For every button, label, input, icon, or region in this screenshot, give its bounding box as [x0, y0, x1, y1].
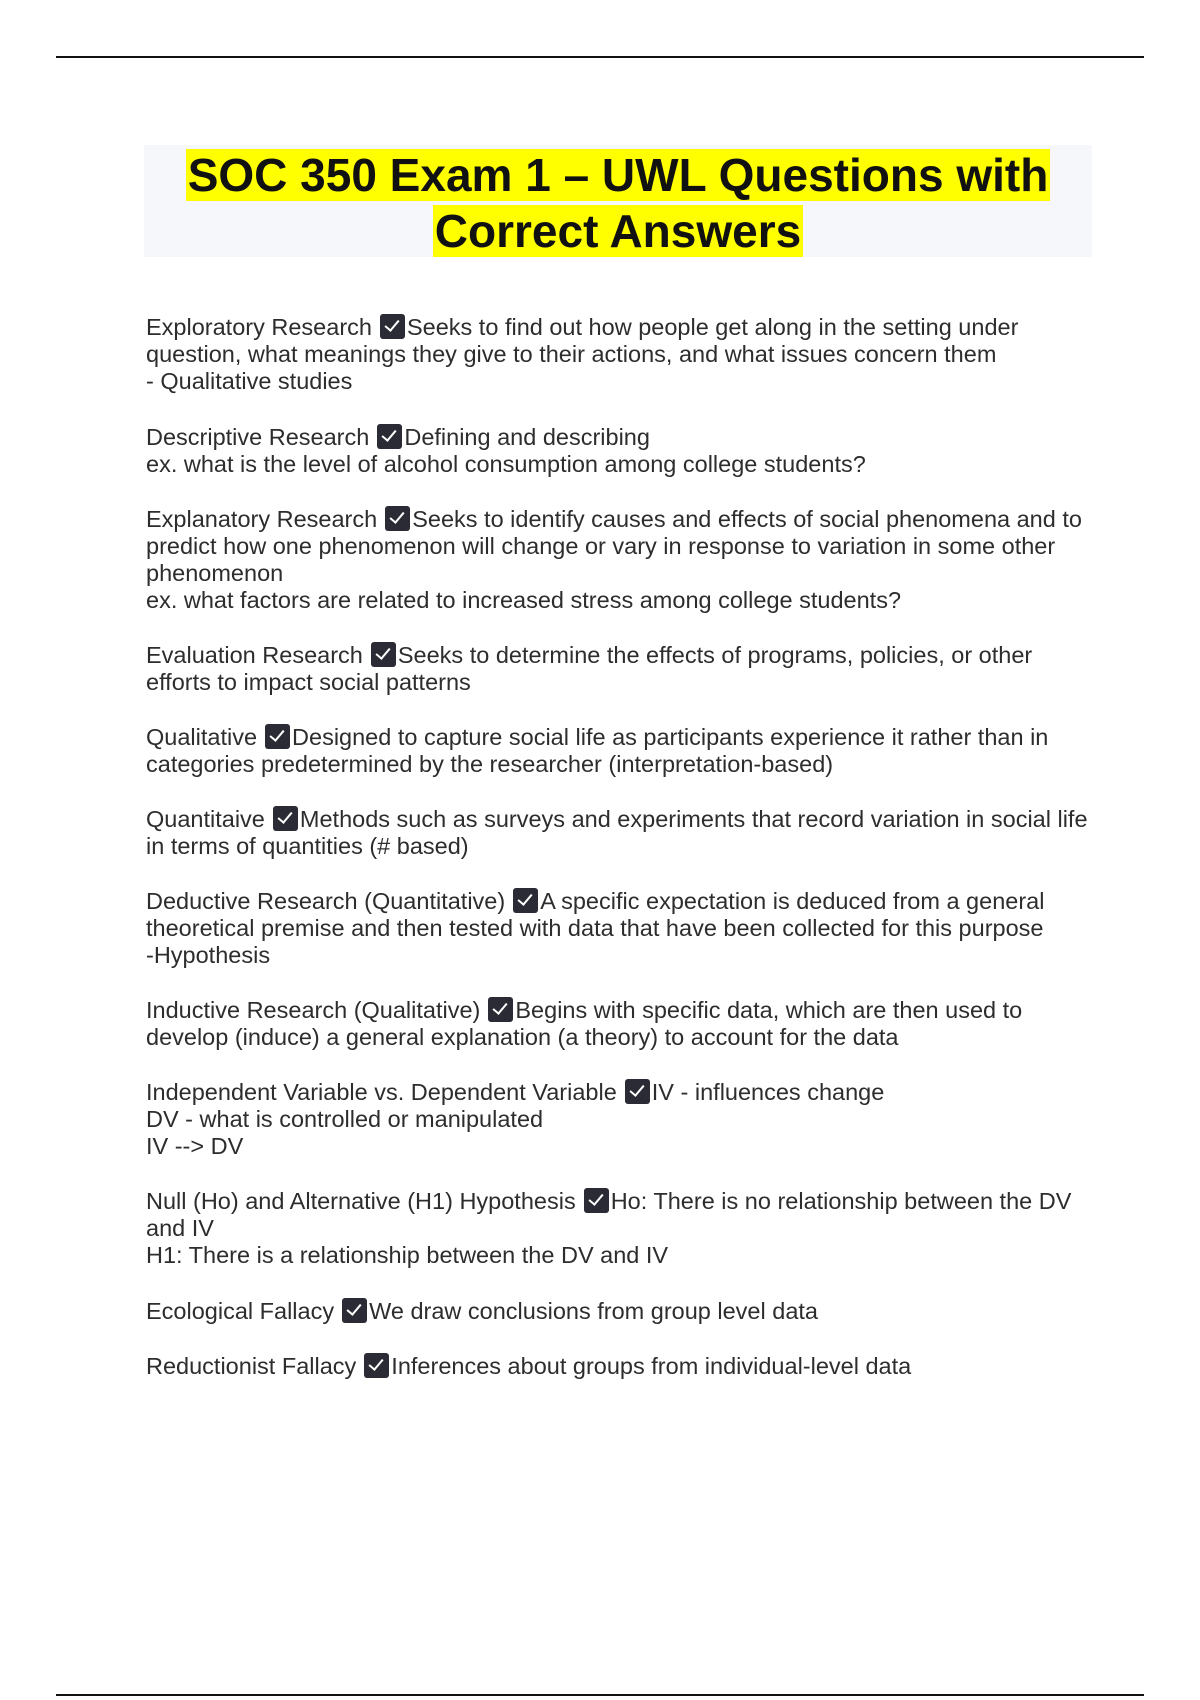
check-box-icon [377, 424, 402, 449]
flashcard-entry [146, 642, 1096, 696]
bottom-rule [56, 1694, 1144, 1696]
entry-term: Qualitative [146, 724, 258, 750]
entry-definition: Seeks to determine the effects of programs, policies, or other efforts to impact social patterns [146, 642, 1033, 695]
check-box-icon [385, 506, 410, 531]
entry-term: Reductionist Fallacy [146, 1353, 357, 1379]
entry-definition: A specific expectation is deduced from a general theoretical premise and then tested with data that have been collected for this purpose [146, 888, 1045, 941]
top-rule [56, 56, 1144, 58]
entry-extra-line: H1: There is a relationship between the DV and IV [146, 1242, 669, 1268]
entry-definition: Inferences about groups from individual-level data [391, 1353, 912, 1379]
page-title-text: SOC 350 Exam 1 – UWL Questions with Correct Answers [187, 149, 1049, 257]
entry-extra-line: DV - what is controlled or manipulated [146, 1106, 544, 1132]
flashcard-entry [146, 1298, 1096, 1325]
check-box-icon [265, 724, 290, 749]
entry-definition: Seeks to identify causes and effects of social phenomena and to predict how one phenomenon will change or vary in response to variation in some other phenomenon [146, 506, 1082, 586]
entry-extra-line: IV --> DV [146, 1133, 244, 1159]
flashcard-entry [146, 1188, 1096, 1269]
flashcard-entry [146, 724, 1096, 778]
entry-definition: Defining and describing [404, 424, 650, 450]
flashcard-list [146, 314, 1096, 1380]
entry-definition: We draw conclusions from group level data [369, 1298, 818, 1324]
check-box-icon [380, 314, 405, 339]
entry-definition: Begins with specific data, which are then used to develop (induce) a general explanation (a theory) to account for the data [146, 997, 1023, 1050]
check-box-icon [513, 888, 538, 913]
entry-definition: Ho: There is no relationship between the DV and IV [146, 1188, 1072, 1241]
check-box-icon [273, 806, 298, 831]
entry-term: Independent Variable vs. Dependent Variable [146, 1079, 617, 1105]
flashcard-entry [146, 424, 1096, 478]
check-box-icon [625, 1079, 650, 1104]
entry-term: Deductive Research (Quantitative) [146, 888, 506, 914]
entry-extra-line: -Hypothesis [146, 942, 271, 968]
entry-definition: Designed to capture social life as participants experience it rather than in categories predetermined by the researcher (interpretation-based) [146, 724, 1049, 777]
entry-definition: Seeks to find out how people get along in the setting under question, what meanings they give to their actions, and what issues concern them [146, 314, 1019, 367]
flashcard-entry [146, 314, 1096, 395]
entry-term: Evaluation Research [146, 642, 363, 668]
check-box-icon [584, 1188, 609, 1213]
flashcard-entry [146, 1079, 1096, 1160]
check-box-icon [342, 1298, 367, 1323]
title-block [144, 145, 1092, 257]
entry-term: Exploratory Research [146, 314, 372, 340]
entry-term: Inductive Research (Qualitative) [146, 997, 481, 1023]
flashcard-entry [146, 506, 1096, 614]
flashcard-entry [146, 1353, 1096, 1380]
entry-definition: Methods such as surveys and experiments that record variation in social life in terms of quantities (# based) [146, 806, 1088, 859]
flashcard-entry [146, 888, 1096, 969]
flashcard-entry [146, 806, 1096, 860]
entry-extra-line: ex. what is the level of alcohol consumption among college students? [146, 451, 866, 477]
entry-extra-line: - Qualitative studies [146, 368, 353, 394]
entry-definition: IV - influences change [651, 1079, 885, 1105]
check-box-icon [371, 642, 396, 667]
entry-term: Null (Ho) and Alternative (H1) Hypothesis [146, 1188, 576, 1214]
check-box-icon [364, 1353, 389, 1378]
entry-extra-line: ex. what factors are related to increased stress among college students? [146, 587, 902, 613]
check-box-icon [488, 997, 513, 1022]
entry-term: Descriptive Research [146, 424, 370, 450]
entry-term: Ecological Fallacy [146, 1298, 335, 1324]
entry-term: Explanatory Research [146, 506, 378, 532]
entry-term: Quantitaive [146, 806, 265, 832]
page-title [144, 145, 1092, 259]
flashcard-entry [146, 997, 1096, 1051]
